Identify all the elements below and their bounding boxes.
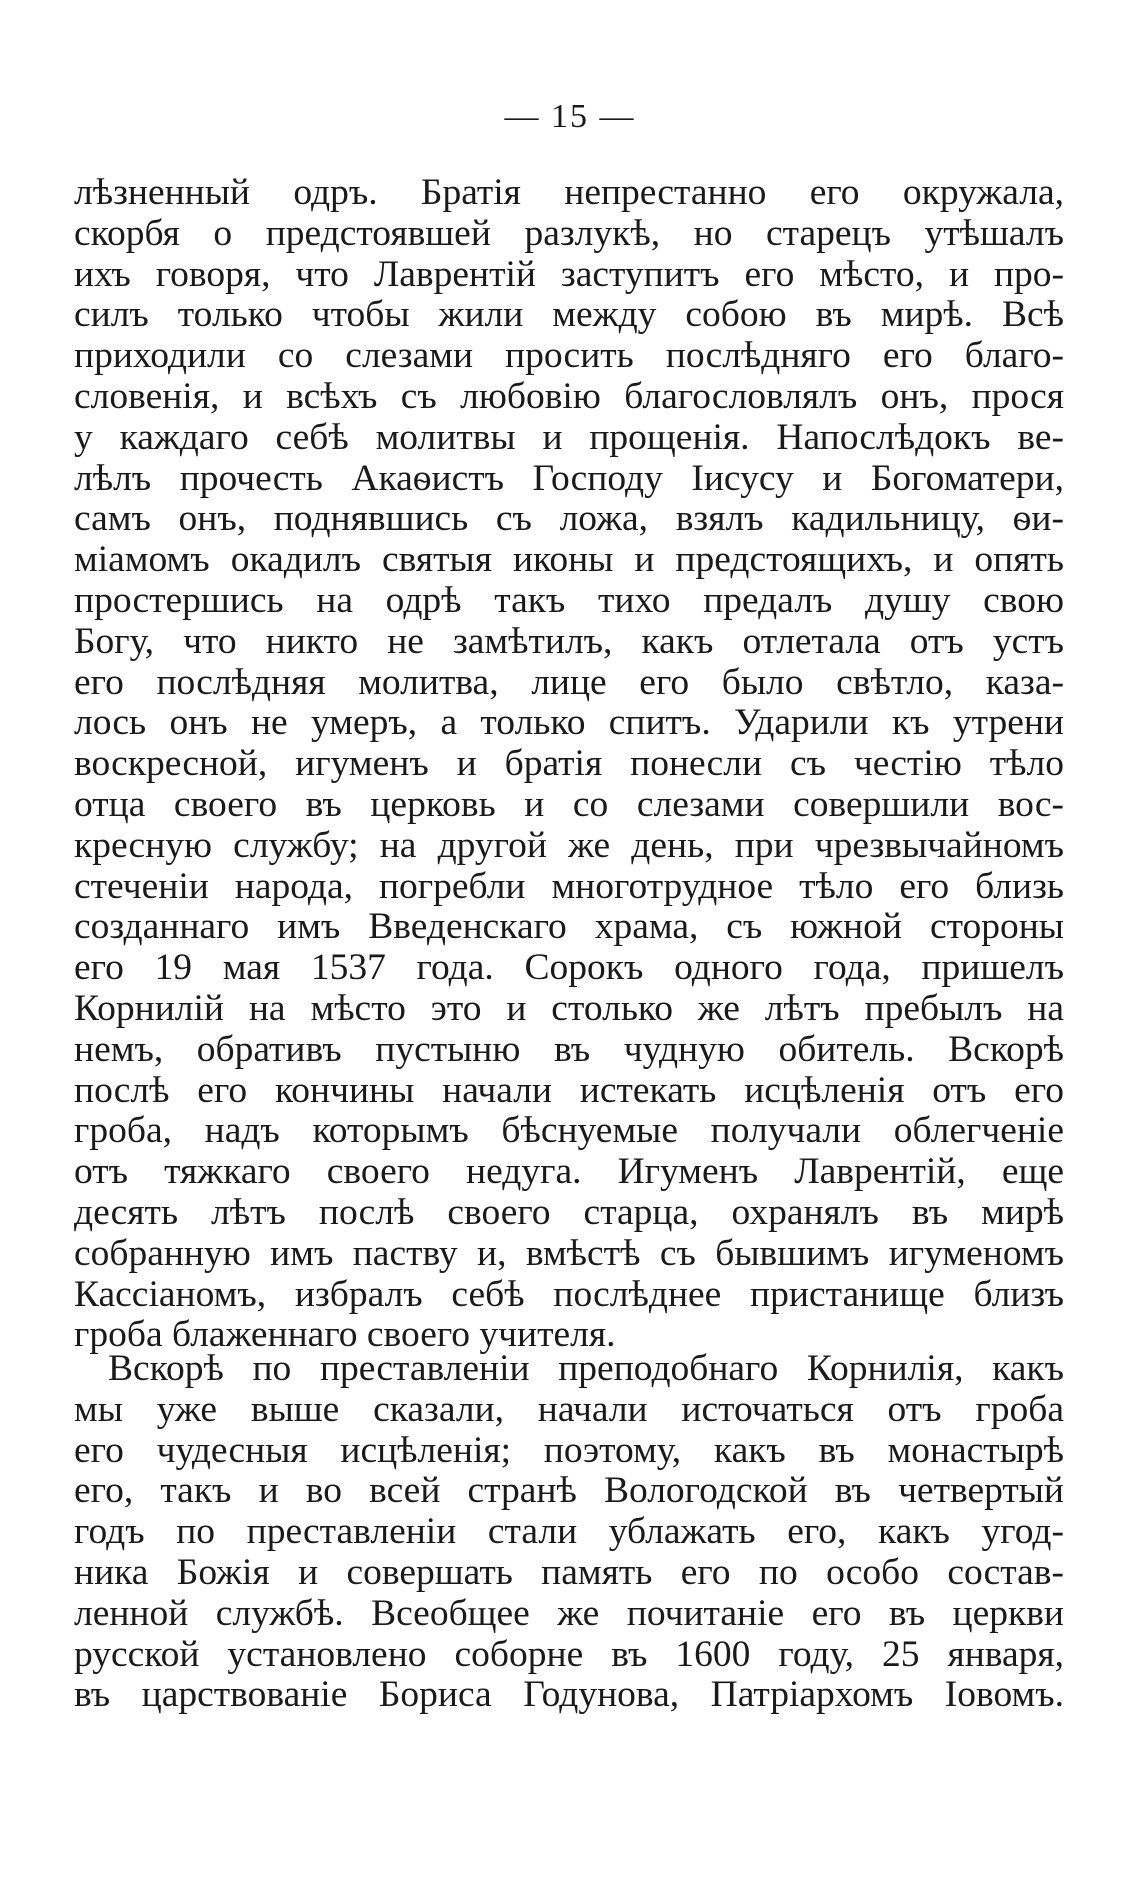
paragraph-1 <box>74 173 1064 1356</box>
text-line: собранную имъ паству и, вмѣстѣ съ бывшимъ игуменомъ <box>74 1232 1064 1274</box>
text-line: простершись на одрѣ такъ тихо предалъ душу свою <box>74 579 1064 621</box>
text-line: силъ только чтобы жили между собою въ мирѣ. Всѣ <box>74 294 1064 336</box>
text-line: Богу, что никто не замѣтилъ, какъ отлетала отъ устъ <box>74 620 1064 662</box>
text-line: міамомъ окадилъ святыя иконы и предстоящихъ, и опять <box>74 539 1064 581</box>
text-line: кресную службу; на другой же день, при чрезвычайномъ <box>74 824 1064 866</box>
text-line: ленной службѣ. Всеобщее же почитаніе его въ церкви <box>74 1592 1064 1634</box>
text-line: десять лѣтъ послѣ своего старца, охранялъ въ мирѣ <box>74 1191 1064 1233</box>
text-line: Кассіаномъ, избралъ себѣ послѣднее пристанище близъ <box>74 1273 1064 1315</box>
text-line: годъ по преставленіи стали ублажать его, какъ угод- <box>74 1511 1064 1553</box>
text-line: созданнаго имъ Введенскаго храма, съ южной стороны <box>74 906 1064 948</box>
text-line: ника Божія и совершать память его по особо состав- <box>74 1551 1064 1593</box>
text-line: русской установлено соборне въ 1600 году, 25 января, <box>74 1633 1064 1675</box>
text-line: немъ, обративъ пустыню въ чудную обитель. Вскорѣ <box>74 1028 1064 1070</box>
text-line: у каждаго себѣ молитвы и прощенія. Напослѣдокъ ве- <box>74 416 1064 458</box>
text-line: въ царствованіе Бориса Годунова, Патріархомъ Іовомъ. <box>74 1674 1064 1716</box>
text-line: лось онъ не умеръ, а только спитъ. Ударили къ утрени <box>74 702 1064 744</box>
text-line: приходили со слезами просить послѣдняго его благо- <box>74 335 1064 377</box>
text-line: стеченіи народа, погребли многотрудное тѣло его близь <box>74 865 1064 907</box>
text-line: гроба, надъ которымъ бѣснуемые получали облегченіе <box>74 1110 1064 1152</box>
text-line: отца своего въ церковь и со слезами совершили вос- <box>74 783 1064 825</box>
text-line: его, такъ и во всей странѣ Вологодской въ четвертый <box>74 1470 1064 1512</box>
text-line: гроба блаженнаго своего учителя. <box>74 1314 616 1356</box>
text-line: послѣ его кончины начали истекать исцѣленія отъ его <box>74 1069 1064 1111</box>
text-line: отъ тяжкаго своего недуга. Игуменъ Лаврентій, еще <box>74 1151 1064 1193</box>
text-line: словенія, и всѣхъ съ любовію благословлялъ онъ, прося <box>74 375 1064 417</box>
text-line: Вскорѣ по преставленіи преподобнаго Корнилія, какъ <box>108 1348 1064 1389</box>
page-number: — 15 — <box>504 98 636 135</box>
text-line: его чудесныя исцѣленія; поэтому, какъ въ монастырѣ <box>74 1429 1064 1471</box>
text-line: лѣзненный одръ. Братія непрестанно его окружала, <box>74 172 1064 213</box>
text-line: Корнилій на мѣсто это и столько же лѣтъ пребылъ на <box>74 987 1064 1029</box>
text-line: мы уже выше сказали, начали источаться отъ гроба <box>74 1388 1064 1430</box>
text-line: его 19 мая 1537 года. Сорокъ одного года, пришелъ <box>74 947 1064 989</box>
text-line: самъ онъ, поднявшись съ ложа, взялъ кадильницу, ѳи- <box>74 498 1064 540</box>
text-line: скорбя о предстоявшей разлукѣ, но старецъ утѣшалъ <box>74 212 1064 254</box>
text-line: его послѣдняя молитва, лице его было свѣтло, каза- <box>74 661 1064 703</box>
text-line: лѣлъ прочесть Акаѳистъ Господу Іисусу и Богоматери, <box>74 457 1064 499</box>
text-line: ихъ говоря, что Лаврентій заступитъ его мѣсто, и про- <box>74 253 1064 295</box>
paragraph-2 <box>74 1349 1064 1716</box>
text-line: воскресной, игуменъ и братія понесли съ честію тѣло <box>74 743 1064 785</box>
